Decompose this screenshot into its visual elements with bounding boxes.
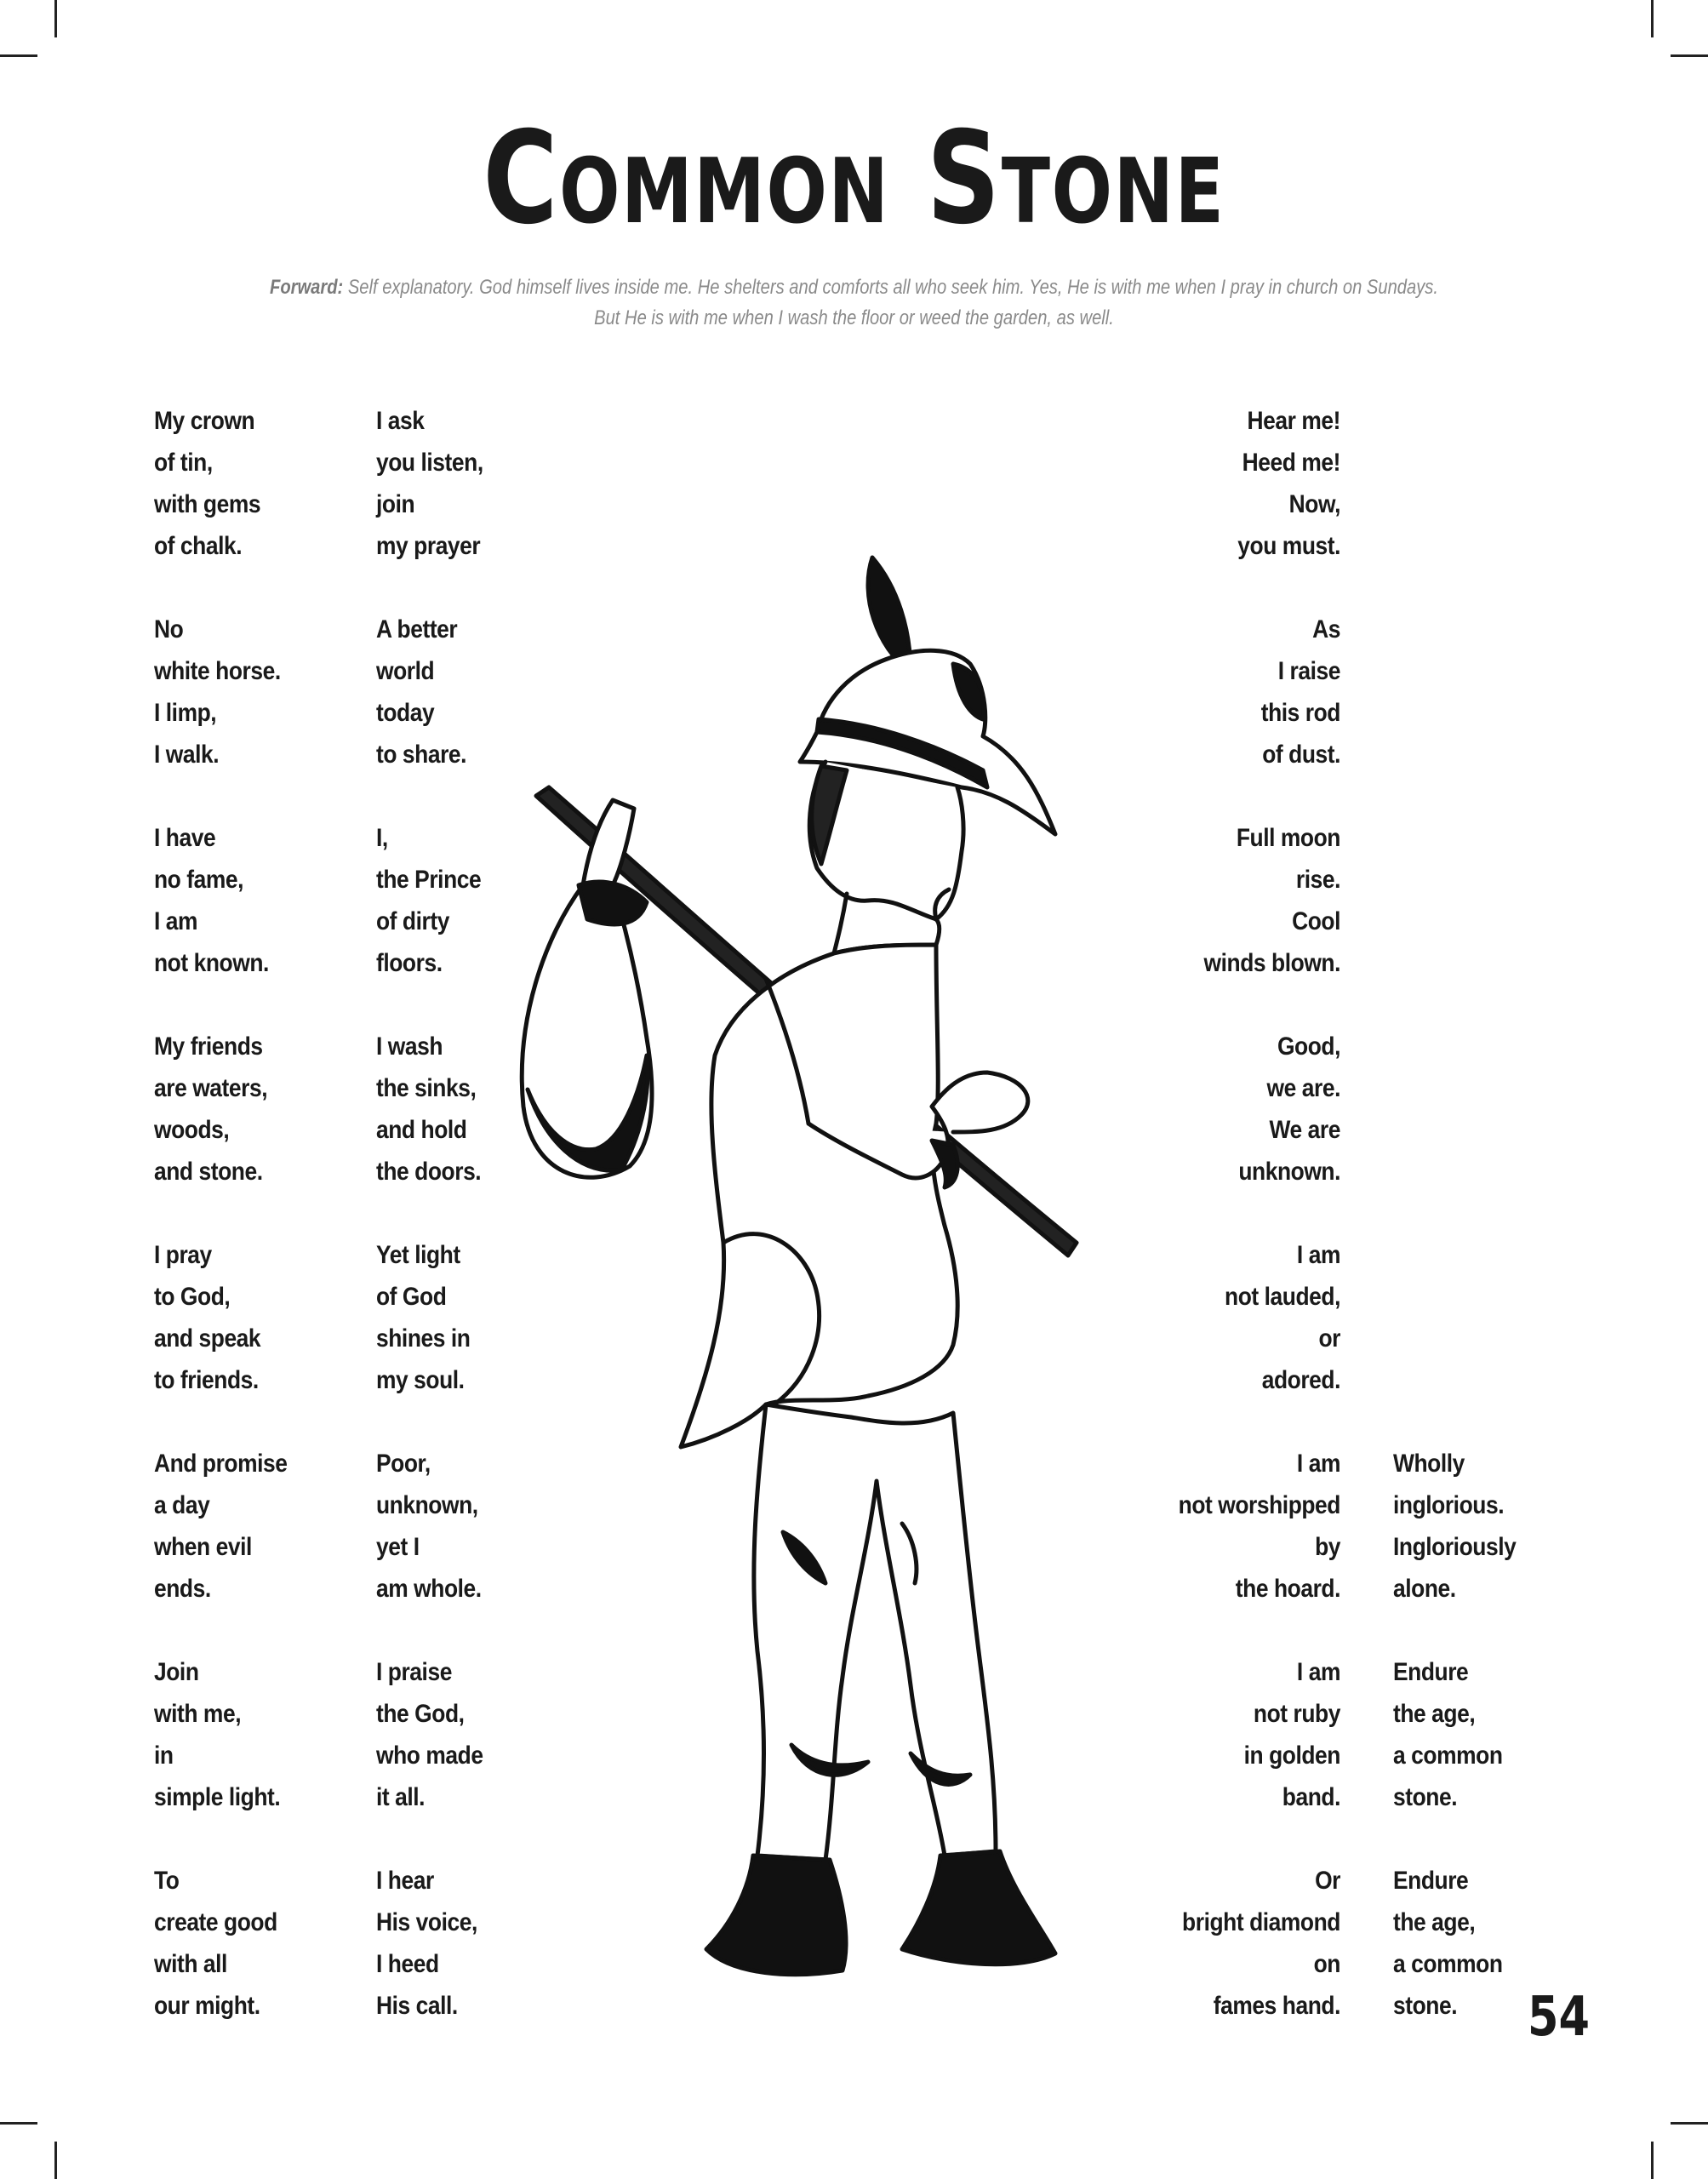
verse-line: Join	[154, 1658, 199, 1686]
verse-line: to God,	[154, 1283, 231, 1311]
crop-mark	[1671, 54, 1708, 57]
verse-line: to share.	[376, 741, 467, 769]
verse-line: in	[154, 1741, 174, 1770]
verse-line: the God,	[376, 1700, 465, 1728]
foreword-label: Forward:	[270, 276, 344, 299]
verse-line: it all.	[376, 1783, 426, 1811]
verse-line: and speak	[154, 1324, 261, 1353]
stanza	[1047, 817, 1340, 1026]
stanza	[154, 1860, 306, 2068]
stanza	[376, 1860, 498, 2068]
jacket-icon	[681, 945, 957, 1447]
verse-line: with gems	[154, 490, 261, 518]
foreword-line-2: But He is with me when I wash the floor or weed the garden, as well.	[594, 306, 1114, 329]
crop-mark	[54, 0, 57, 37]
crop-mark	[0, 2122, 37, 2125]
verse-line: not lauded,	[1225, 1283, 1340, 1311]
stanza	[1393, 1651, 1533, 1860]
verse-line: yet I	[376, 1533, 420, 1561]
verse-line: the age,	[1393, 1908, 1476, 1936]
verse-line: the hoard.	[1235, 1575, 1340, 1603]
verse-line: I am	[1296, 1450, 1340, 1478]
page-number: 54	[1528, 1986, 1591, 2049]
verse-line: I hear	[376, 1867, 434, 1895]
verse-line: floors.	[376, 949, 443, 977]
verse-line: we are.	[1266, 1074, 1340, 1102]
foreword	[137, 272, 1572, 334]
verse-line: the Prince	[376, 866, 482, 894]
verse-line: A better	[376, 615, 458, 643]
verse-line: stone.	[1393, 1783, 1458, 1811]
left-shoe-icon	[706, 1856, 846, 1975]
verse-line: rise.	[1295, 866, 1340, 894]
verse-line: in golden	[1243, 1741, 1340, 1770]
poem-column-4	[1393, 1443, 1533, 2068]
verse-line: His voice,	[376, 1908, 477, 1936]
stanza	[154, 609, 306, 817]
verse-line: Endure	[1393, 1867, 1469, 1895]
stanza	[376, 1651, 498, 1860]
verse-line: Cool	[1292, 907, 1340, 935]
verse-line: woods,	[154, 1116, 230, 1144]
verse-line: world	[376, 657, 435, 685]
verse-line: We are	[1269, 1116, 1340, 1144]
stanza	[1047, 609, 1340, 817]
verse-line: my soul.	[376, 1366, 465, 1394]
poem-column-2	[376, 400, 498, 2068]
verse-line: today	[376, 699, 435, 727]
verse-line: white horse.	[154, 657, 281, 685]
verse-line: I praise	[376, 1658, 452, 1686]
verse-line: I am	[1296, 1241, 1340, 1269]
verse-line: I wash	[376, 1032, 443, 1061]
verse-line: a common	[1393, 1950, 1503, 1978]
verse-line: band.	[1282, 1783, 1340, 1811]
verse-line: and stone.	[154, 1158, 263, 1186]
verse-line: unknown.	[1238, 1158, 1340, 1186]
right-shoe-icon	[902, 1851, 1055, 1965]
legs-icon	[754, 1404, 996, 1860]
verse-line: inglorious.	[1393, 1491, 1505, 1519]
verse-line: my prayer	[376, 532, 481, 560]
verse-line: Or	[1315, 1867, 1340, 1895]
stanza	[1047, 400, 1340, 609]
verse-line: who made	[376, 1741, 483, 1770]
verse-line: winds blown.	[1203, 949, 1340, 977]
stanza	[154, 1026, 306, 1234]
verse-line: Wholly	[1393, 1450, 1465, 1478]
stanza	[1047, 1234, 1340, 1443]
verse-line: the age,	[1393, 1700, 1476, 1728]
verse-line: Poor,	[376, 1450, 431, 1478]
verse-line: Ingloriously	[1393, 1533, 1517, 1561]
verse-line: Endure	[1393, 1658, 1469, 1686]
verse-line: simple light.	[154, 1783, 281, 1811]
verse-line: unknown,	[376, 1491, 478, 1519]
stanza	[1047, 1860, 1340, 2068]
foreword-line-1: Self explanatory. God himself lives inside me. He shelters and comforts all who seek him. Yes, He is with me when I pray in church on Sundays.	[347, 276, 1438, 299]
verse-line: by	[1315, 1533, 1340, 1561]
verse-line: you must.	[1237, 532, 1340, 560]
verse-line: Yet light	[376, 1241, 460, 1269]
verse-line: stone.	[1393, 1992, 1458, 2020]
verse-line: I limp,	[154, 699, 217, 727]
verse-line: of chalk.	[154, 532, 243, 560]
verse-line: I heed	[376, 1950, 439, 1978]
verse-line: of dirty	[376, 907, 449, 935]
stanza	[154, 400, 306, 609]
verse-line: His call.	[376, 1992, 458, 2020]
verse-line: Heed me!	[1242, 449, 1340, 477]
stanza	[1047, 1026, 1340, 1234]
verse-line: I am	[1296, 1658, 1340, 1686]
verse-line: join	[376, 490, 415, 518]
verse-line: you listen,	[376, 449, 483, 477]
verse-line: I ask	[376, 407, 425, 435]
verse-line: and hold	[376, 1116, 467, 1144]
verse-line: alone.	[1393, 1575, 1456, 1603]
verse-line: As	[1312, 615, 1340, 643]
poem-column-3	[1047, 400, 1340, 2068]
verse-line: create good	[154, 1908, 277, 1936]
stanza	[376, 817, 498, 1026]
verse-line: or	[1318, 1324, 1340, 1353]
verse-line: of dust.	[1262, 741, 1340, 769]
verse-line: ends.	[154, 1575, 211, 1603]
poem-column-1	[154, 400, 306, 2068]
verse-line: I walk.	[154, 741, 220, 769]
verse-line: the sinks,	[376, 1074, 477, 1102]
stanza	[376, 1443, 498, 1651]
stanza	[1393, 1443, 1533, 1651]
crop-mark	[54, 2142, 57, 2179]
verse-line: are waters,	[154, 1074, 268, 1102]
crop-mark	[1651, 0, 1654, 37]
verse-line: fames hand.	[1213, 1992, 1340, 2020]
verse-line: I raise	[1277, 657, 1340, 685]
stanza	[154, 1443, 306, 1651]
verse-line: Good,	[1277, 1032, 1340, 1061]
verse-line: I pray	[154, 1241, 212, 1269]
stanza	[376, 1234, 498, 1443]
verse-line: a day	[154, 1491, 210, 1519]
verse-line: not known.	[154, 949, 269, 977]
verse-line: And promise	[154, 1450, 288, 1478]
stanza	[1047, 1651, 1340, 1860]
verse-line: of God	[376, 1283, 447, 1311]
verse-line: not ruby	[1253, 1700, 1340, 1728]
verse-line: Now,	[1288, 490, 1340, 518]
stanza	[376, 609, 498, 817]
stanza	[154, 1651, 306, 1860]
stanza	[376, 400, 498, 609]
verse-line: am whole.	[376, 1575, 482, 1603]
stanza	[154, 817, 306, 1026]
stanza	[154, 1234, 306, 1443]
verse-line: this rod	[1260, 699, 1340, 727]
verse-line: with me,	[154, 1700, 242, 1728]
crop-mark	[1651, 2142, 1654, 2179]
verse-line: no fame,	[154, 866, 244, 894]
page-title: Common Stone	[483, 105, 1225, 253]
verse-line: our might.	[154, 1992, 260, 2020]
verse-line: a common	[1393, 1741, 1503, 1770]
verse-line: I,	[376, 824, 388, 852]
verse-line: shines in	[376, 1324, 471, 1353]
crop-mark	[1671, 2122, 1708, 2125]
verse-line: to friends.	[154, 1366, 259, 1394]
verse-line: the doors.	[376, 1158, 482, 1186]
verse-line: To	[154, 1867, 180, 1895]
verse-line: when evil	[154, 1533, 252, 1561]
verse-line: My friends	[154, 1032, 263, 1061]
verse-line: with all	[154, 1950, 227, 1978]
verse-line: adored.	[1261, 1366, 1340, 1394]
stanza	[1047, 1443, 1340, 1651]
verse-line: not worshipped	[1178, 1491, 1340, 1519]
verse-line: bright diamond	[1182, 1908, 1340, 1936]
verse-line: Hear me!	[1247, 407, 1340, 435]
stanza	[376, 1026, 498, 1234]
verse-line: I have	[154, 824, 216, 852]
verse-line: Full moon	[1236, 824, 1340, 852]
verse-line: I am	[154, 907, 198, 935]
verse-line: No	[154, 615, 184, 643]
verse-line: of tin,	[154, 449, 213, 477]
verse-line: on	[1313, 1950, 1340, 1978]
crop-mark	[0, 54, 37, 57]
verse-line: My crown	[154, 407, 255, 435]
stanza	[1393, 1860, 1533, 2068]
